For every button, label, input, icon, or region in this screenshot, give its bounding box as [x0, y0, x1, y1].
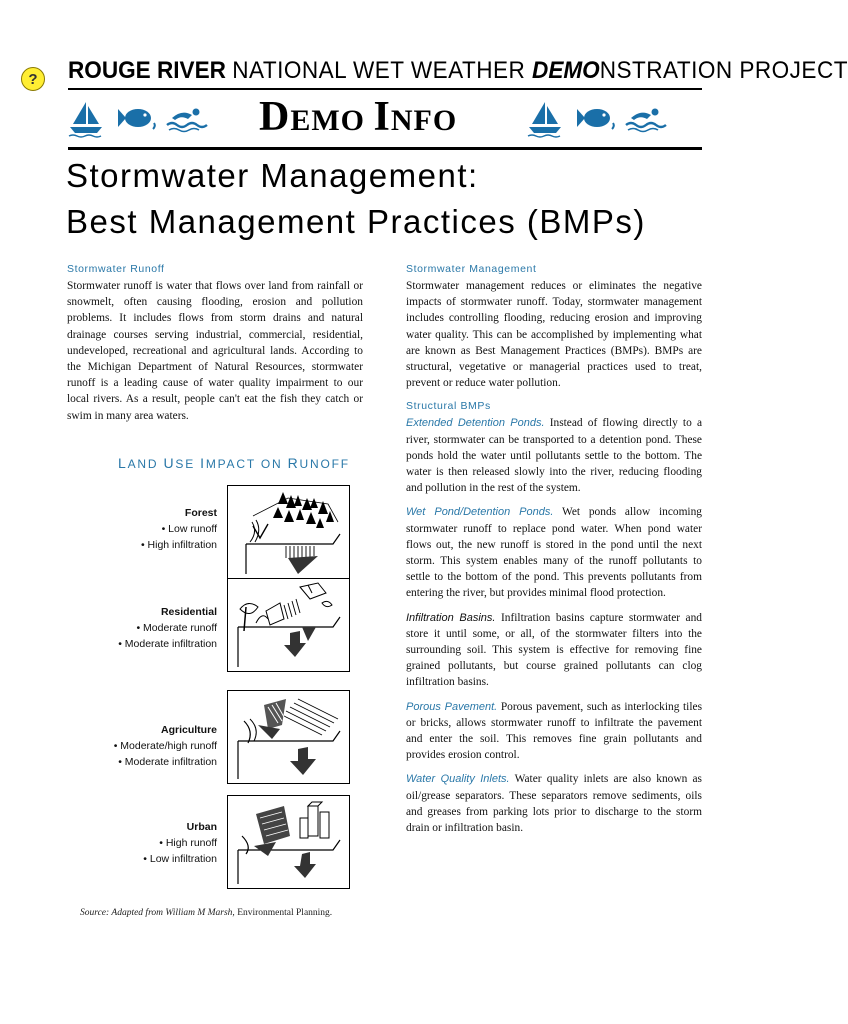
sailboat-icon	[527, 99, 565, 137]
figure-source-note: Source: Adapted from William M Marsh, Environmental Planning.	[80, 908, 333, 918]
stormwater-management-heading: Stormwater Management	[406, 263, 537, 275]
infiltration-basins-paragraph: Infiltration Basins. Infiltration basins capture stormwater and store it until some, or all, of the stormwater filters into the surrounding soil. This system is effective for removing fine grained pollutants, but course grained pollutants can clog infiltration basins.	[406, 611, 703, 689]
porous-pavement-paragraph: Porous Pavement. Porous pavement, such as interlocking tiles or bricks, allows stormwater runoff to infiltrate the pavement and enter the soil. This removes fine grain pollutants and provides erosion control.	[406, 700, 702, 762]
swimmer-icon	[625, 103, 671, 133]
urban-illustration	[227, 795, 350, 889]
banner-icons-left	[68, 99, 212, 137]
help-question-icon[interactable]: ?	[21, 67, 45, 91]
forest-illustration	[227, 485, 350, 579]
project-title: ROUGE RIVER NATIONAL WET WEATHER DEMONSTRATION PROJECT	[68, 57, 848, 84]
land-use-label: Agriculture • Moderate/high runoff • Moderate infiltration	[113, 724, 217, 768]
sailboat-icon	[68, 99, 106, 137]
fish-icon	[573, 103, 617, 133]
agriculture-illustration	[227, 690, 350, 784]
right-column	[406, 262, 702, 844]
land-use-row-urban	[70, 795, 360, 889]
stormwater-runoff-text: Stormwater runoff is water that flows over land from rainfall or snowmelt, often causing flooding, erosion and pollution problems. It includes flows from storm drains and natural drainage courses serving industrial, commercial, residential, undeveloped, recreational and agricultural lands. According to the Michigan Department of Natural Resources, stormwater runoff is a leading cause of water quality impairment to our local rivers. As a result, people can't eat the fish they catch or swim in many area waters.	[67, 280, 363, 422]
fish-icon	[114, 103, 158, 133]
page-title: Stormwater Management: Best Management Practices (BMPs)	[66, 157, 646, 240]
structural-bmps-heading: Structural BMPs	[406, 400, 491, 413]
header-rule-bottom	[68, 147, 702, 150]
stormwater-runoff-heading: Stormwater Runoff	[67, 263, 165, 275]
demo-info-banner	[68, 95, 708, 145]
residential-illustration	[227, 578, 350, 672]
banner-icons-right	[527, 99, 671, 137]
stormwater-management-text: Stormwater management reduces or eliminates the negative impacts of stormwater runoff. Today, stormwater management includes controlling flooding, reducing erosion and improving water quality. This can be accomplished by implementing what are known as Best Management Practices (BMPs). BMPs are structural, vegetative or managerial practices used to treat, prevent or reduce water pollution.	[406, 280, 702, 390]
extended-detention-ponds-paragraph: Extended Detention Ponds. Instead of flowing directly to a river, stormwater can be transported to a detention pond. These ponds hold the water until pollutants settle to the bottom. The water is then released slowly into the river, reducing flooding and pollution in the rest of the system.	[406, 417, 702, 495]
land-use-figure-title: LAND USE IMPACT ON RUNOFF	[118, 455, 350, 471]
land-use-row-residential	[70, 578, 360, 672]
wet-pond-paragraph: Wet Pond/Detention Ponds. Wet ponds allow incoming stormwater runoff to replace pond water. When pond water flows out, the new runoff is stored in the pond until the next storm. This system enables many of the runoff pollutants to settle to the bottom of the pond. This prevents pollutants from entering the river, but provides minimal flood protection.	[406, 506, 702, 600]
water-quality-inlets-paragraph: Water Quality Inlets. Water quality inlets are also known as oil/grease separators. These separators remove sediments, oils and greases from parking lots prior to discharge to the storm drain or infiltration basin.	[406, 773, 702, 835]
demo-info-title: DEMO INFO	[259, 94, 458, 140]
swimmer-icon	[166, 103, 212, 133]
land-use-row-forest	[70, 485, 360, 579]
left-column	[67, 262, 363, 424]
land-use-label: Urban • High runoff • Low infiltration	[143, 821, 217, 865]
header-rule-top	[68, 88, 702, 90]
land-use-label: Residential • Moderate runoff • Moderate infiltration	[118, 606, 217, 650]
land-use-label: Forest • Low runoff • High infiltration	[140, 507, 217, 551]
land-use-row-agriculture	[70, 690, 360, 784]
